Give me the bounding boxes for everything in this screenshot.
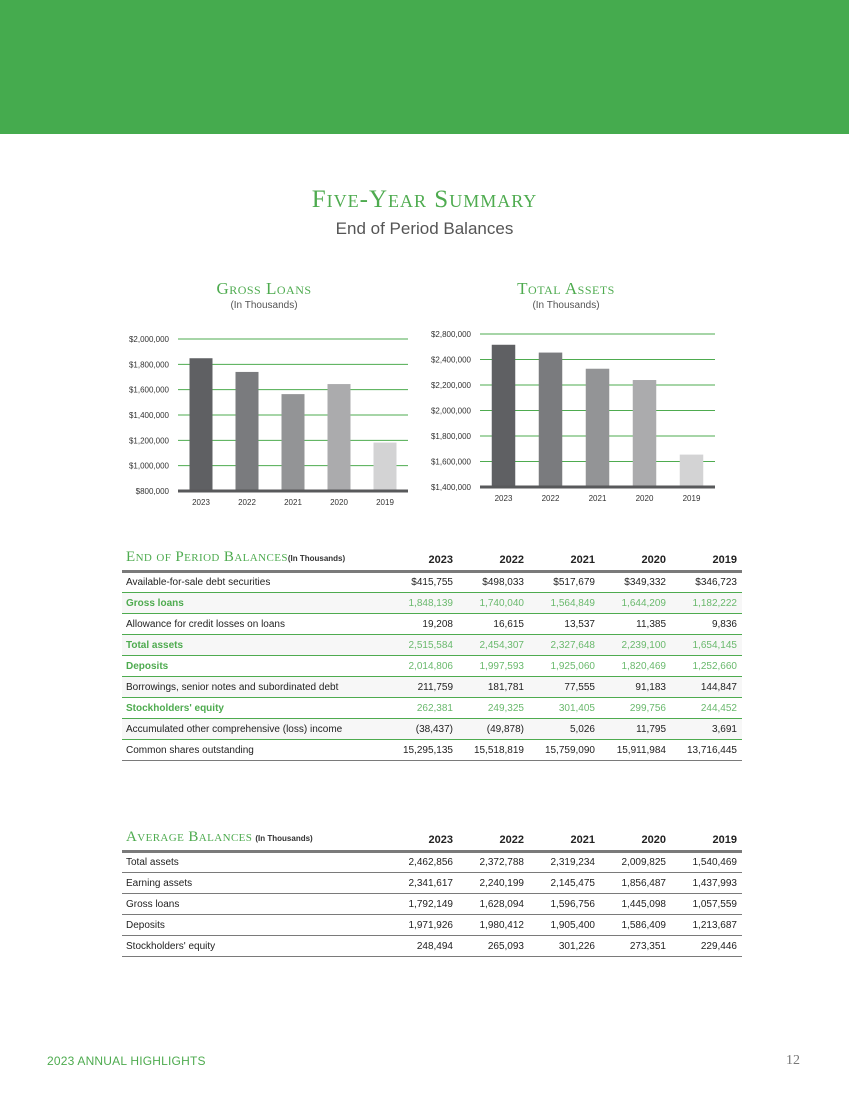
x-tick-label: 2023 — [192, 498, 210, 507]
table-header-row — [122, 549, 742, 572]
x-tick-label: 2019 — [682, 494, 701, 503]
section-title-text: End of Period Balances — [126, 549, 288, 565]
cell-value: 19,208 — [422, 618, 453, 630]
year-header: 2023 — [428, 834, 453, 846]
cell-value: 2,145,475 — [550, 877, 595, 889]
table-row — [122, 698, 742, 719]
x-tick-label: 2021 — [588, 494, 607, 503]
page-title: Five-Year Summary — [311, 186, 538, 213]
cell-value: 1,182,222 — [692, 597, 737, 609]
cell-value: 229,446 — [700, 940, 737, 952]
cell-value: 1,644,209 — [621, 597, 666, 609]
cell-value: 249,325 — [487, 702, 524, 714]
table-row — [122, 635, 742, 656]
row-label: Total assets — [126, 639, 184, 651]
cell-value: 1,848,139 — [408, 597, 453, 609]
cell-value: 13,537 — [564, 618, 595, 630]
total-assets-chart-subtitle: (In Thousands) — [532, 300, 600, 311]
cell-value: 2,239,100 — [621, 639, 666, 651]
end-of-period-table — [122, 549, 742, 761]
cell-value: 2,341,617 — [408, 877, 453, 889]
row-label: Common shares outstanding — [126, 744, 254, 756]
bar-2023 — [492, 345, 516, 487]
cell-value: 1,740,040 — [479, 597, 524, 609]
table-section-title — [122, 549, 384, 572]
gross-loans-chart-title: Gross Loans — [216, 279, 312, 298]
section-unit-text: (In Thousands) — [287, 554, 346, 563]
cell-value: 1,971,926 — [408, 919, 453, 931]
cell-value: 244,452 — [700, 702, 737, 714]
y-tick-label: $1,400,000 — [430, 483, 471, 492]
row-label: Gross loans — [126, 597, 184, 609]
section-unit-text: (In Thousands) — [255, 834, 313, 843]
cell-value: 15,759,090 — [544, 744, 595, 756]
table-row — [122, 873, 742, 894]
total-assets-chart-title: Total Assets — [517, 279, 615, 298]
cell-value: $346,723 — [695, 577, 737, 588]
row-label: Gross loans — [126, 898, 180, 910]
y-tick-label: $800,000 — [135, 487, 169, 496]
table-row — [122, 593, 742, 614]
year-header: 2021 — [570, 834, 595, 846]
cell-value: 15,518,819 — [473, 744, 524, 756]
cell-value: (38,437) — [415, 723, 453, 735]
x-tick-label: 2022 — [238, 498, 256, 507]
cell-value: 1,540,469 — [692, 857, 737, 868]
cell-value: 1,445,098 — [621, 898, 666, 910]
row-label: Stockholders' equity — [126, 702, 224, 714]
cell-value: 3,691 — [711, 723, 737, 735]
cell-value: 1,905,400 — [550, 919, 595, 931]
cell-value: $415,755 — [411, 577, 453, 588]
year-header: 2022 — [499, 834, 524, 846]
year-header: 2019 — [712, 834, 737, 846]
table-row — [122, 614, 742, 635]
year-header: 2020 — [641, 554, 666, 566]
bar-2019 — [680, 455, 704, 487]
cell-value: 301,226 — [558, 940, 595, 952]
y-tick-label: $1,600,000 — [128, 385, 169, 395]
y-tick-label: $2,800,000 — [430, 330, 471, 339]
table-row — [122, 677, 742, 698]
bar-2022 — [539, 353, 563, 487]
year-header: 2023 — [428, 554, 453, 566]
row-label: Borrowings, senior notes and subordinated debt — [126, 681, 339, 693]
cell-value: 11,385 — [636, 618, 666, 630]
cell-value: 1,654,145 — [692, 639, 737, 651]
row-label: Allowance for credit losses on loans — [126, 618, 285, 630]
table-header-row — [122, 829, 742, 852]
cell-value: 273,351 — [629, 940, 666, 952]
average-balances-table — [122, 829, 742, 957]
cell-value: 2,014,806 — [408, 660, 453, 672]
cell-value: 1,997,593 — [479, 660, 524, 672]
cell-value: 1,213,687 — [692, 919, 737, 931]
cell-value: (49,878) — [486, 723, 524, 735]
cell-value: 1,792,149 — [408, 898, 453, 910]
y-tick-label: $1,600,000 — [430, 457, 471, 467]
total-assets-chart — [0, 0, 849, 520]
cell-value: 77,555 — [564, 681, 595, 693]
y-tick-label: $1,000,000 — [128, 461, 169, 471]
table-row — [122, 572, 742, 593]
table-row — [122, 719, 742, 740]
cell-value: 1,856,487 — [621, 877, 666, 889]
cell-value: 1,586,409 — [621, 919, 666, 931]
row-label: Deposits — [126, 660, 169, 672]
cell-value: 1,820,469 — [621, 660, 666, 672]
cell-value: 2,327,648 — [550, 639, 595, 651]
y-tick-label: $2,200,000 — [430, 381, 471, 390]
section-title-text: Average Balances — [126, 829, 253, 845]
cell-value: 265,093 — [487, 940, 524, 952]
cell-value: 16,615 — [493, 618, 524, 630]
cell-value: $517,679 — [553, 577, 595, 588]
gross-loans-chart-subtitle: (In Thousands) — [230, 300, 298, 311]
cell-value: 1,980,412 — [479, 919, 524, 931]
cell-value: 11,795 — [636, 723, 666, 735]
cell-value: $349,332 — [624, 577, 666, 588]
y-tick-label: $2,000,000 — [128, 335, 169, 344]
cell-value: 2,515,584 — [408, 639, 453, 651]
table-row — [122, 740, 742, 761]
table-section-title — [122, 829, 384, 852]
cell-value: 2,009,825 — [621, 857, 666, 868]
cell-value: 1,628,094 — [479, 898, 524, 910]
year-header: 2020 — [641, 834, 666, 846]
footer-report-name: 2023 ANNUAL HIGHLIGHTS — [47, 1054, 206, 1068]
x-tick-label: 2022 — [541, 494, 560, 503]
bar-2021 — [586, 369, 610, 487]
cell-value: 9,836 — [711, 618, 737, 630]
row-label: Accumulated other comprehensive (loss) income — [126, 723, 343, 735]
cell-value: 15,295,135 — [402, 744, 453, 756]
cell-value: $498,033 — [482, 577, 524, 588]
y-tick-label: $1,400,000 — [128, 411, 169, 420]
y-tick-label: $2,000,000 — [430, 406, 471, 416]
cell-value: 144,847 — [700, 681, 737, 693]
x-tick-label: 2019 — [376, 498, 394, 507]
cell-value: 301,405 — [558, 702, 595, 714]
page-number: 12 — [786, 1053, 800, 1068]
cell-value: 1,437,993 — [692, 877, 737, 889]
cell-value: 248,494 — [416, 940, 453, 952]
row-label: Stockholders' equity — [126, 940, 216, 952]
cell-value: 13,716,445 — [686, 744, 737, 756]
year-header: 2022 — [499, 554, 524, 566]
page-subtitle: End of Period Balances — [335, 219, 514, 238]
cell-value: 5,026 — [569, 723, 595, 735]
row-label: Earning assets — [126, 877, 193, 889]
x-tick-label: 2020 — [330, 498, 348, 507]
cell-value: 211,759 — [417, 681, 453, 693]
table-row — [122, 852, 742, 873]
cell-value: 2,462,856 — [408, 857, 453, 868]
year-header: 2021 — [570, 554, 595, 566]
cell-value: 2,240,199 — [479, 877, 524, 889]
year-header: 2019 — [712, 554, 737, 566]
cell-value: 1,925,060 — [550, 660, 595, 672]
table-row — [122, 915, 742, 936]
cell-value: 15,911,984 — [616, 744, 666, 756]
table-row — [122, 656, 742, 677]
y-tick-label: $2,400,000 — [430, 355, 471, 365]
cell-value: 2,454,307 — [479, 639, 524, 651]
y-tick-label: $1,200,000 — [128, 436, 169, 446]
table-row — [122, 894, 742, 915]
cell-value: 1,564,849 — [550, 597, 595, 609]
row-label: Available-for-sale debt securities — [126, 577, 271, 588]
x-tick-label: 2020 — [635, 494, 654, 503]
cell-value: 2,319,234 — [550, 857, 595, 868]
y-tick-label: $1,800,000 — [128, 360, 169, 370]
x-tick-label: 2021 — [284, 498, 302, 507]
cell-value: 91,183 — [635, 681, 666, 693]
x-tick-label: 2023 — [494, 494, 513, 503]
cell-value: 1,252,660 — [692, 660, 737, 672]
row-label: Total assets — [126, 857, 179, 868]
cell-value: 299,756 — [629, 702, 666, 714]
cell-value: 1,596,756 — [550, 898, 595, 910]
y-tick-label: $1,800,000 — [430, 432, 471, 441]
table-row — [122, 936, 742, 957]
cell-value: 262,381 — [416, 702, 453, 714]
bar-2020 — [633, 380, 657, 487]
row-label: Deposits — [126, 919, 165, 931]
cell-value: 181,781 — [487, 681, 524, 693]
cell-value: 2,372,788 — [479, 857, 524, 868]
cell-value: 1,057,559 — [692, 898, 737, 910]
